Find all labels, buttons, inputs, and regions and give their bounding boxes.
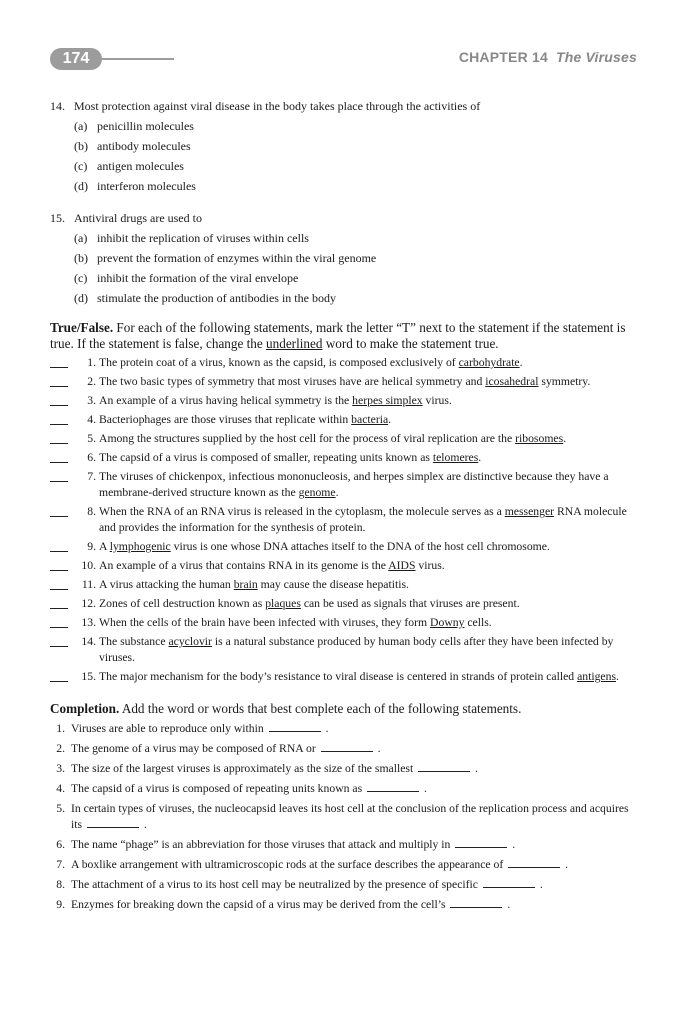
true-false-title: True/False.: [50, 320, 114, 335]
underlined-term: acyclovir: [168, 635, 212, 648]
underlined-term: AIDS: [388, 559, 416, 572]
tf-statement: The major mechanism for the body’s resistance to viral disease is centered in strands of protein called antigens.: [99, 670, 619, 683]
answer-blank[interactable]: [50, 589, 68, 590]
mc-option-letter: (c): [74, 159, 88, 173]
completion-statement: Enzymes for breaking down the capsid of a virus may be derived from the cell’s .: [71, 898, 511, 911]
completion-statement: The capsid of a virus is composed of repeating units known as .: [71, 782, 427, 795]
completion-item: [50, 721, 640, 737]
true-false-instructions: For each of the following statements, mark the letter “T” next to the statement if the statement is true. If the statement is false, change the underlined word to make the statement true.: [50, 320, 626, 351]
mc-question: [50, 208, 640, 308]
tf-item: [50, 539, 640, 555]
underlined-term: plaques: [265, 597, 301, 610]
mc-option-text: stimulate the production of antibodies in the body: [97, 291, 336, 305]
tf-item: [50, 577, 640, 593]
mc-number: 14.: [50, 99, 65, 113]
tf-number: 5.: [87, 432, 96, 445]
mc-option-letter: (d): [74, 179, 88, 193]
mc-option-text: prevent the formation of enzymes within the viral genome: [97, 251, 377, 265]
tf-item: [50, 355, 640, 371]
chapter-title: The Viruses: [555, 49, 637, 65]
mc-option-letter: (c): [74, 271, 88, 285]
completion-number: 6.: [56, 838, 65, 851]
tf-item: [50, 469, 640, 501]
completion-number: 1.: [56, 722, 65, 735]
answer-blank[interactable]: [87, 817, 139, 828]
tf-statement: The viruses of chickenpox, infectious mononucleosis, and herpes simplex are distinctive because they have a membrane-derived structure known as the genome.: [99, 470, 609, 499]
mc-option-text: inhibit the replication of viruses within cells: [97, 231, 309, 245]
answer-blank[interactable]: [483, 877, 535, 888]
underlined-term: antigens: [577, 670, 617, 683]
tf-number: 9.: [87, 540, 96, 553]
tf-statement: Bacteriophages are those viruses that replicate within bacteria.: [99, 413, 392, 426]
mc-option-text: antibody molecules: [97, 139, 191, 153]
mc-option-letter: (a): [74, 231, 88, 245]
completion-statement: The genome of a virus may be composed of RNA or .: [71, 742, 381, 755]
tf-number: 4.: [87, 413, 96, 426]
tf-number: 7.: [87, 470, 96, 483]
mc-option-text: interferon molecules: [97, 179, 196, 193]
underlined-term: icosahedral: [485, 375, 539, 388]
mc-option: [50, 268, 640, 288]
completion-item: [50, 897, 640, 913]
mc-stem-text: Antiviral drugs are used to: [74, 211, 202, 225]
tf-statement: The substance acyclovir is a natural substance produced by human body cells after they have been infected by viruses.: [99, 635, 614, 664]
header-rule: [96, 58, 174, 60]
mc-stem: [50, 208, 640, 228]
tf-item: [50, 412, 640, 428]
completion-statement: A boxlike arrangement with ultramicroscopic rods at the surface describes the appearance of .: [71, 858, 569, 871]
completion-statement: The size of the largest viruses is approximately as the size of the smallest .: [71, 762, 478, 775]
answer-blank[interactable]: [50, 405, 68, 406]
tf-item: [50, 431, 640, 447]
mc-option-letter: (b): [74, 139, 88, 153]
tf-number: 1.: [87, 356, 96, 369]
mc-option: [50, 248, 640, 268]
completion-statement: The name “phage” is an abbreviation for those viruses that attack and multiply in .: [71, 838, 516, 851]
answer-blank[interactable]: [508, 857, 560, 868]
tf-item: [50, 393, 640, 409]
mc-option-text: antigen molecules: [97, 159, 184, 173]
true-false-heading: [50, 320, 640, 352]
page-header: [0, 44, 683, 74]
chapter-heading: [459, 49, 637, 65]
answer-blank[interactable]: [50, 608, 68, 609]
tf-statement: The protein coat of a virus, known as the capsid, is composed exclusively of carbohydrate.: [99, 356, 523, 369]
underlined-term: genome: [298, 486, 336, 499]
tf-number: 15.: [81, 670, 96, 683]
answer-blank[interactable]: [50, 424, 68, 425]
tf-item: [50, 596, 640, 612]
mc-option: [50, 116, 640, 136]
tf-statement: When the cells of the brain have been infected with viruses, they form Downy cells.: [99, 616, 492, 629]
underlined-term: telomeres: [432, 451, 479, 464]
completion-instructions: Add the word or words that best complete each of the following statements.: [121, 701, 522, 716]
completion-number: 9.: [56, 898, 65, 911]
underlined-term: brain: [233, 578, 258, 591]
tf-item: [50, 374, 640, 390]
tf-item: [50, 504, 640, 536]
completion-item: [50, 781, 640, 797]
completion-item: [50, 801, 640, 833]
mc-option-text: penicillin molecules: [97, 119, 194, 133]
tf-number: 6.: [87, 451, 96, 464]
mc-option-letter: (d): [74, 291, 88, 305]
tf-number: 10.: [81, 559, 96, 572]
answer-blank[interactable]: [455, 837, 507, 848]
mc-option: [50, 288, 640, 308]
completion-heading: [50, 701, 640, 717]
tf-statement: A lymphogenic virus is one whose DNA attaches itself to the DNA of the host cell chromosome.: [99, 540, 550, 553]
completion-number: 2.: [56, 742, 65, 755]
answer-blank[interactable]: [50, 551, 68, 552]
completion-number: 4.: [56, 782, 65, 795]
answer-blank[interactable]: [50, 646, 68, 647]
mc-option: [50, 136, 640, 156]
completion-item: [50, 877, 640, 893]
tf-statement: The two basic types of symmetry that most viruses have are helical symmetry and icosahedral symmetry.: [99, 375, 591, 388]
mc-option: [50, 176, 640, 196]
tf-item: [50, 615, 640, 631]
mc-question: [50, 96, 640, 196]
answer-blank[interactable]: [269, 721, 321, 732]
tf-statement: A virus attacking the human brain may cause the disease hepatitis.: [99, 578, 409, 591]
underlined-term: Downy: [430, 616, 465, 629]
completion-list: [50, 721, 640, 913]
tf-item: [50, 558, 640, 574]
tf-item: [50, 634, 640, 666]
mc-stem-text: Most protection against viral disease in the body takes place through the activities of: [74, 99, 481, 113]
answer-blank[interactable]: [50, 462, 68, 463]
true-false-list: [50, 355, 640, 685]
tf-number: 8.: [87, 505, 96, 518]
completion-number: 8.: [56, 878, 65, 891]
tf-statement: An example of a virus that contains RNA in its genome is the AIDS virus.: [99, 559, 445, 572]
answer-blank[interactable]: [50, 367, 68, 368]
tf-statement: Among the structures supplied by the host cell for the process of viral replication are the ribosomes.: [99, 432, 567, 445]
mc-option-letter: (a): [74, 119, 88, 133]
answer-blank[interactable]: [418, 761, 470, 772]
completion-statement: The attachment of a virus to its host cell may be neutralized by the presence of specific .: [71, 878, 543, 891]
tf-item: [50, 450, 640, 466]
answer-blank[interactable]: [367, 781, 419, 792]
tf-number: 3.: [87, 394, 96, 407]
completion-statement: Viruses are able to reproduce only within .: [71, 722, 329, 735]
mc-option-letter: (b): [74, 251, 88, 265]
tf-item: [50, 669, 640, 685]
tf-statement: When the RNA of an RNA virus is released in the cytoplasm, the molecule serves as a messenger RNA molecule and provides the information for the synthesis of protein.: [99, 505, 627, 534]
answer-blank[interactable]: [50, 570, 68, 571]
mc-option: [50, 228, 640, 248]
answer-blank[interactable]: [50, 516, 68, 517]
page-number-badge: 174: [50, 48, 102, 70]
mc-option-text: inhibit the formation of the viral envelope: [97, 271, 299, 285]
completion-title: Completion.: [50, 701, 120, 716]
completion-item: [50, 761, 640, 777]
underlined-term: ribosomes: [515, 432, 564, 445]
tf-statement: The capsid of a virus is composed of smaller, repeating units known as telomeres.: [99, 451, 482, 464]
chapter-label: CHAPTER 14: [458, 49, 548, 65]
underlined-term: bacteria: [351, 413, 389, 426]
tf-number: 12.: [81, 597, 96, 610]
completion-item: [50, 741, 640, 757]
answer-blank[interactable]: [321, 741, 373, 752]
answer-blank[interactable]: [50, 681, 68, 682]
underlined-term: messenger: [504, 505, 555, 518]
mc-number: 15.: [50, 211, 65, 225]
completion-item: [50, 837, 640, 853]
tf-number: 13.: [81, 616, 96, 629]
underlined-term: herpes simplex: [352, 394, 423, 407]
completion-statement: In certain types of viruses, the nucleocapsid leaves its host cell at the conclusion of the replication process and acquires its .: [71, 802, 629, 831]
mc-stem: [50, 96, 640, 116]
tf-number: 11.: [81, 578, 96, 591]
answer-blank[interactable]: [50, 386, 68, 387]
answer-blank[interactable]: [50, 627, 68, 628]
tf-statement: Zones of cell destruction known as plaques can be used as signals that viruses are present.: [99, 597, 520, 610]
tf-number: 14.: [81, 635, 96, 648]
completion-number: 7.: [56, 858, 65, 871]
completion-item: [50, 857, 640, 873]
tf-number: 2.: [87, 375, 96, 388]
underlined-term: lymphogenic: [109, 540, 171, 553]
answer-blank[interactable]: [450, 897, 502, 908]
answer-blank[interactable]: [50, 443, 68, 444]
completion-number: 5.: [56, 802, 65, 815]
mc-option: [50, 156, 640, 176]
tf-statement: An example of a virus having helical symmetry is the herpes simplex virus.: [99, 394, 452, 407]
underlined-term: carbohydrate: [458, 356, 520, 369]
page-content: [50, 96, 640, 913]
completion-number: 3.: [56, 762, 65, 775]
multiple-choice-section: [50, 96, 640, 308]
answer-blank[interactable]: [50, 481, 68, 482]
